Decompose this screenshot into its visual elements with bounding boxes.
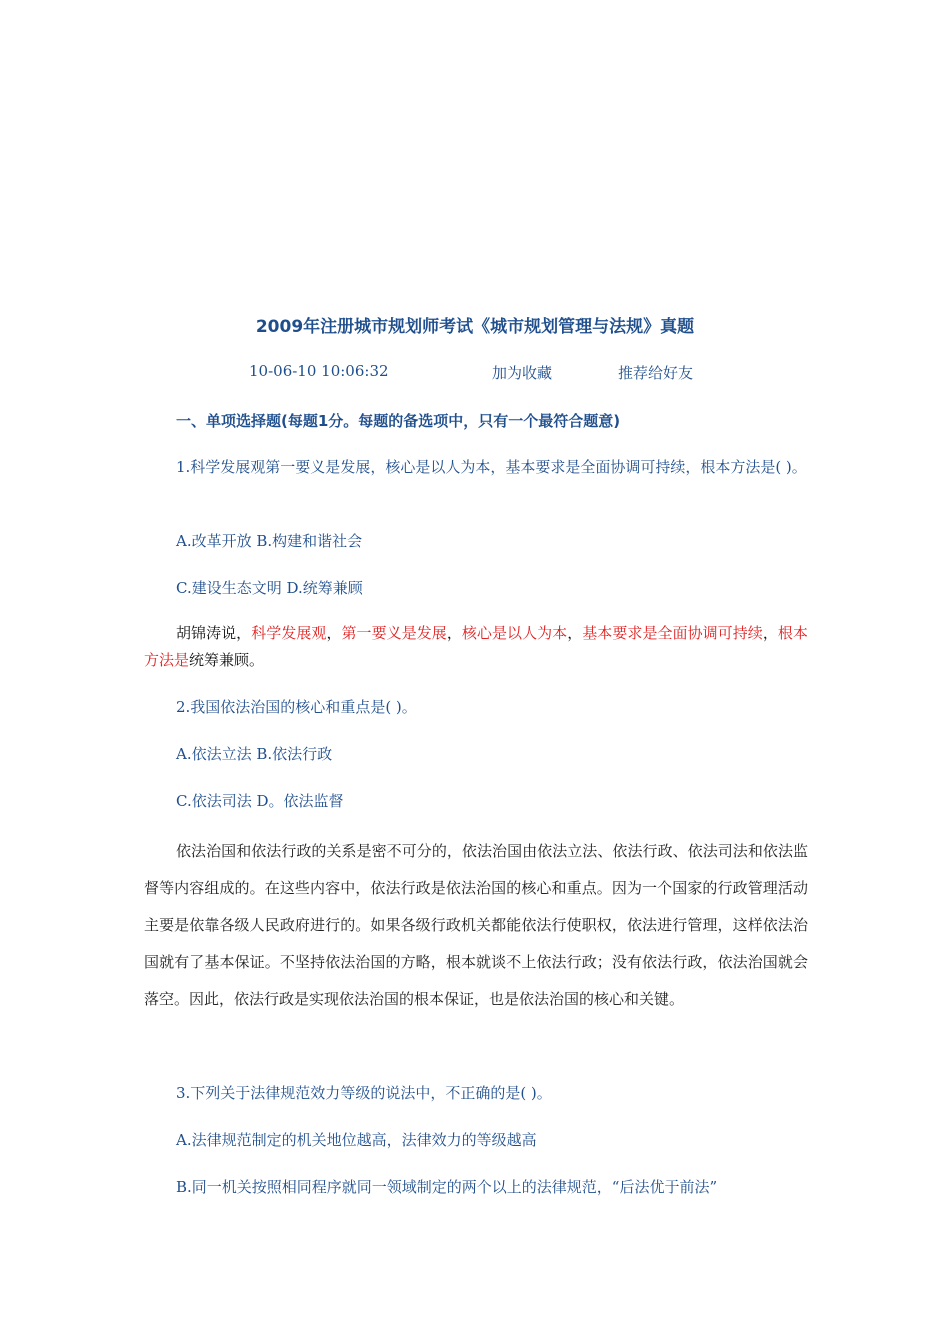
explanation-text: 胡锦涛说，	[176, 624, 252, 642]
explanation-highlight: 第一要义是发展	[341, 624, 447, 642]
explanation-highlight: 核心是以人为本	[461, 624, 568, 642]
question-3-option-b: B.同一机关按照相同程序就同一领域制定的两个以上的法律规范，“后法优于前法”	[176, 1178, 718, 1196]
question-3-stem: 3.下列关于法律规范效力等级的说法中，不正确的是( )。	[176, 1084, 552, 1102]
question-2-explanation: 依法治国和依法行政的关系是密不可分的，依法治国由依法立法、依法行政、依法司法和依法监督等内容组成的。在这些内容中，依法行政是依法治国的核心和重点。因为一个国家的行政管理活动主要是依靠各级人民政府进行的。如果各级行政机关都能依法行使职权，依法进行管理，这样依法治国就有了基本保证。不坚持依法治国的方略，根本就谈不上依法行政；没有依法行政，依法治国就会落空。因此，依法行政是实现依法治国的根本保证，也是依法治国的核心和关键。	[144, 842, 808, 1008]
question-3-option-a: A.法律规范制定的机关地位越高，法律效力的等级越高	[176, 1131, 537, 1149]
explanation-highlight: 科学发展观	[251, 624, 327, 642]
question-1-options-ab: A.改革开放 B.构建和谐社会	[176, 532, 363, 550]
section-heading: 一、单项选择题(每题1分。每题的备选项中，只有一个最符合题意)	[176, 412, 621, 430]
explanation-text: ，	[567, 624, 583, 642]
question-2-stem: 2.我国依法治国的核心和重点是( )。	[176, 698, 417, 716]
page-title: 2009年注册城市规划师考试《城市规划管理与法规》真题	[255, 317, 695, 337]
explanation-text: ，	[446, 624, 462, 642]
explanation-text: ，	[326, 624, 342, 642]
recommend-friend-link[interactable]: 推荐给好友	[618, 364, 694, 382]
question-1-explanation	[144, 620, 808, 674]
explanation-text: ，	[762, 624, 778, 642]
question-2-options-cd: C.依法司法 D。依法监督	[176, 792, 344, 810]
question-1-stem: 1.科学发展观第一要义是发展，核心是以人为本，基本要求是全面协调可持续，根本方法是( )。	[176, 458, 807, 476]
add-favorite-link[interactable]: 加为收藏	[492, 364, 553, 382]
question-1-options-cd: C.建设生态文明 D.统筹兼顾	[176, 579, 363, 597]
explanation-text: 统筹兼顾。	[189, 651, 265, 669]
explanation-highlight: 基本要求是全面协调可持续	[582, 624, 763, 642]
question-2-options-ab: A.依法立法 B.依法行政	[176, 745, 333, 763]
explanation-highlight: 根本方法是	[144, 624, 808, 669]
publish-datetime: 10-06-10 10:06:32	[249, 362, 389, 380]
